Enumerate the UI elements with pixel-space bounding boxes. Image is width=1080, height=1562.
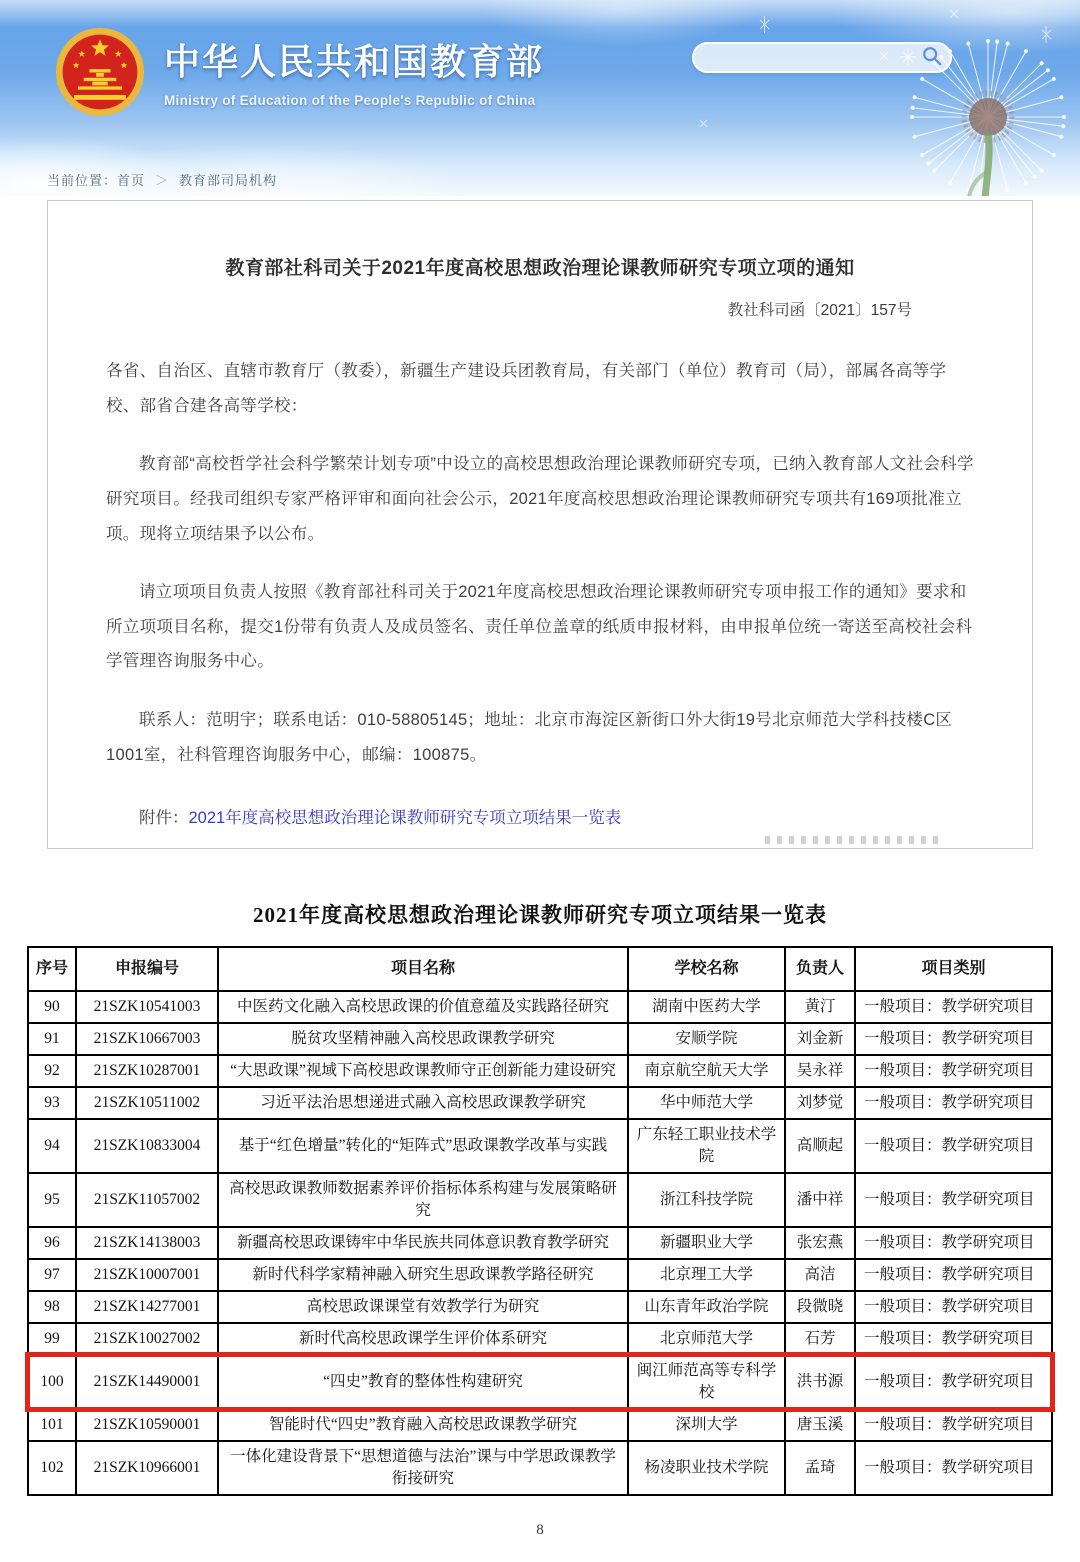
- cell-category: 一般项目：教学研究项目: [855, 1409, 1052, 1441]
- cell-code: 21SZK10590001: [76, 1409, 218, 1441]
- page-number: 8: [536, 1522, 544, 1538]
- cell-person: 吴永祥: [785, 1055, 855, 1087]
- table-row: [28, 1055, 1052, 1087]
- cell-school: 山东青年政治学院: [628, 1291, 785, 1323]
- table-row: [28, 991, 1052, 1023]
- cell-school: 湖南中医药大学: [628, 991, 785, 1023]
- table-row: [28, 1441, 1052, 1495]
- cell-project: 中医药文化融入高校思政课的价值意蕴及实践路径研究: [218, 991, 628, 1023]
- header-person: 负责人: [785, 947, 855, 991]
- header-project: 项目名称: [218, 947, 628, 991]
- breadcrumb-home-link[interactable]: 首页: [117, 173, 146, 188]
- cell-seq: 98: [28, 1291, 76, 1323]
- table-row: [28, 1173, 1052, 1227]
- cell-seq: 102: [28, 1441, 76, 1495]
- cell-category: 一般项目：教学研究项目: [855, 1055, 1052, 1087]
- cell-seq: 99: [28, 1323, 76, 1355]
- cell-code: 21SZK14277001: [76, 1291, 218, 1323]
- cell-school: 广东轻工职业技术学院: [628, 1119, 785, 1173]
- cell-school: 北京理工大学: [628, 1259, 785, 1291]
- cell-person: 刘梦觉: [785, 1087, 855, 1119]
- cell-person: 洪书源: [785, 1355, 855, 1409]
- cell-seq: 94: [28, 1119, 76, 1173]
- notice-paragraph: 请立项项目负责人按照《教育部社科司关于2021年度高校思想政治理论课教师研究专项申报工作的通知》要求和所立项项目名称，提交1份带有负责人及成员签名、责任单位盖章的纸质申报材料，由申报单位统一寄送至高校社会科学管理咨询服务中心。: [106, 583, 973, 671]
- cell-school: 北京师范大学: [628, 1323, 785, 1355]
- cell-code: 21SZK11057002: [76, 1173, 218, 1227]
- cell-code: 21SZK10287001: [76, 1055, 218, 1087]
- cell-person: 张宏燕: [785, 1227, 855, 1259]
- breadcrumb-label: 当前位置：: [47, 173, 118, 188]
- cell-person: 段微晓: [785, 1291, 855, 1323]
- search-input[interactable]: [694, 44, 920, 71]
- cell-category: 一般项目：教学研究项目: [855, 1119, 1052, 1173]
- cell-category: 一般项目：教学研究项目: [855, 1227, 1052, 1259]
- cell-category: 一般项目：教学研究项目: [855, 1355, 1052, 1409]
- cell-project: 智能时代“四史”教育融入高校思政课教学研究: [218, 1409, 628, 1441]
- cell-project: 新时代高校思政课学生评价体系研究: [218, 1323, 628, 1355]
- cell-project: 新时代科学家精神融入研究生思政课教学路径研究: [218, 1259, 628, 1291]
- cell-code: 21SZK10667003: [76, 1023, 218, 1055]
- cell-school: 杨凌职业技术学院: [628, 1441, 785, 1495]
- cell-seq: 92: [28, 1055, 76, 1087]
- cell-code: 21SZK14490001: [76, 1355, 218, 1409]
- notice-document: [47, 200, 1033, 849]
- cell-code: 21SZK10833004: [76, 1119, 218, 1173]
- cell-seq: 97: [28, 1259, 76, 1291]
- cell-project: “四史”教育的整体性构建研究: [218, 1355, 628, 1409]
- cell-school: 华中师范大学: [628, 1087, 785, 1119]
- notice-salutation: 各省、自治区、直辖市教育厅（教委），新疆生产建设兵团教育局，有关部门（单位）教育司（局），部属各高等学校、部省合建各高等学校：: [106, 362, 947, 415]
- results-table-body: [28, 991, 1052, 1495]
- search-box: [692, 42, 952, 73]
- cell-project: 脱贫攻坚精神融入高校思政课教学研究: [218, 1023, 628, 1055]
- header-seq: 序号: [28, 947, 76, 991]
- attachment-line: [139, 804, 974, 828]
- cell-category: 一般项目：教学研究项目: [855, 1441, 1052, 1495]
- header-school: 学校名称: [628, 947, 785, 991]
- notice-paragraph: 教育部“高校哲学社会科学繁荣计划专项”中设立的高校思想政治理论课教师研究专项，已纳入教育部人文社会科学研究项目。经我司组织专家严格评审和面向社会公示，2021年度高校思想政治理论课教师研究专项共有169项批准立项。现将立项结果予以公布。: [106, 455, 974, 543]
- notice-doc-number: 教社科司函〔2021〕157号: [727, 302, 912, 319]
- table-row: [28, 1087, 1052, 1119]
- site-logo[interactable]: [54, 26, 544, 118]
- table-row: [28, 1355, 1052, 1409]
- cell-category: 一般项目：教学研究项目: [855, 991, 1052, 1023]
- search-icon: [921, 45, 943, 67]
- breadcrumb: [47, 170, 277, 189]
- table-row: [28, 1291, 1052, 1323]
- cell-school: 闽江师范高等专科学校: [628, 1355, 785, 1409]
- cell-school: 浙江科技学院: [628, 1173, 785, 1227]
- cell-school: 安顺学院: [628, 1023, 785, 1055]
- header-code: 申报编号: [76, 947, 218, 991]
- attachment-link[interactable]: 2021年度高校思想政治理论课教师研究专项立项结果一览表: [188, 809, 622, 828]
- table-row: [28, 1023, 1052, 1055]
- cell-code: 21SZK10007001: [76, 1259, 218, 1291]
- table-header-row: [28, 947, 1052, 991]
- site-header: [0, 0, 1080, 196]
- search-button[interactable]: [920, 45, 950, 71]
- table-row: [28, 1323, 1052, 1355]
- breadcrumb-separator: ＞: [155, 173, 170, 188]
- cell-project: 习近平法治思想递进式融入高校思政课教学研究: [218, 1087, 628, 1119]
- cell-seq: 90: [28, 991, 76, 1023]
- national-emblem-icon: [54, 26, 146, 118]
- cell-person: 石芳: [785, 1323, 855, 1355]
- cell-person: 唐玉溪: [785, 1409, 855, 1441]
- cell-seq: 91: [28, 1023, 76, 1055]
- cell-school: 新疆职业大学: [628, 1227, 785, 1259]
- cell-code: 21SZK10511002: [76, 1087, 218, 1119]
- breadcrumb-current-link[interactable]: 教育部司局机构: [179, 173, 278, 188]
- cell-code: 21SZK14138003: [76, 1227, 218, 1259]
- cell-project: 基于“红色增量”转化的“矩阵式”思政课教学改革与实践: [218, 1119, 628, 1173]
- cell-category: 一般项目：教学研究项目: [855, 1323, 1052, 1355]
- table-row: [28, 1227, 1052, 1259]
- notice-title: 教育部社科司关于2021年度高校思想政治理论课教师研究专项立项的通知: [225, 258, 855, 279]
- cell-person: 黄汀: [785, 991, 855, 1023]
- site-title: 中华人民共和国教育部: [164, 41, 545, 82]
- cell-project: “大思政课”视域下高校思政课教师守正创新能力建设研究: [218, 1055, 628, 1087]
- cell-seq: 93: [28, 1087, 76, 1119]
- cell-seq: 95: [28, 1173, 76, 1227]
- cell-school: 南京航空航天大学: [628, 1055, 785, 1087]
- cell-seq: 100: [28, 1355, 76, 1409]
- notice-paragraphs: [106, 447, 974, 772]
- table-row: [28, 1259, 1052, 1291]
- cell-school: 深圳大学: [628, 1409, 785, 1441]
- table-row: [28, 1119, 1052, 1173]
- cell-project: 高校思政课课堂有效教学行为研究: [218, 1291, 628, 1323]
- cell-code: 21SZK10541003: [76, 991, 218, 1023]
- clipped-signature-text: [765, 836, 940, 844]
- site-subtitle: Ministry of Education of the People's Republic of China: [164, 93, 536, 108]
- cell-category: 一般项目：教学研究项目: [855, 1259, 1052, 1291]
- cell-person: 高洁: [785, 1259, 855, 1291]
- cell-category: 一般项目：教学研究项目: [855, 1291, 1052, 1323]
- table-row: [28, 1409, 1052, 1441]
- cell-code: 21SZK10966001: [76, 1441, 218, 1495]
- cell-person: 刘金新: [785, 1023, 855, 1055]
- cell-project: 一体化建设背景下“思想道德与法治”课与中学思政课教学衔接研究: [218, 1441, 628, 1495]
- header-category: 项目类别: [855, 947, 1052, 991]
- cell-project: 新疆高校思政课铸牢中华民族共同体意识教育教学研究: [218, 1227, 628, 1259]
- cell-seq: 96: [28, 1227, 76, 1259]
- cell-code: 21SZK10027002: [76, 1323, 218, 1355]
- cell-category: 一般项目：教学研究项目: [855, 1087, 1052, 1119]
- cell-person: 潘中祥: [785, 1173, 855, 1227]
- cell-person: 孟琦: [785, 1441, 855, 1495]
- cell-category: 一般项目：教学研究项目: [855, 1173, 1052, 1227]
- notice-paragraph: 联系人：范明宇；联系电话：010-58805145；地址：北京市海淀区新街口外大街19号北京师范大学科技楼C区1001室，社科管理咨询服务中心，邮编：100875。: [106, 711, 953, 764]
- results-table: [27, 946, 1053, 1496]
- cell-category: 一般项目：教学研究项目: [855, 1023, 1052, 1055]
- cell-project: 高校思政课教师数据素养评价指标体系构建与发展策略研究: [218, 1173, 628, 1227]
- cell-seq: 101: [28, 1409, 76, 1441]
- attachment-label: 附件：: [139, 809, 189, 828]
- cell-person: 高顺起: [785, 1119, 855, 1173]
- results-table-title: 2021年度高校思想政治理论课教师研究专项立项结果一览表: [253, 903, 827, 927]
